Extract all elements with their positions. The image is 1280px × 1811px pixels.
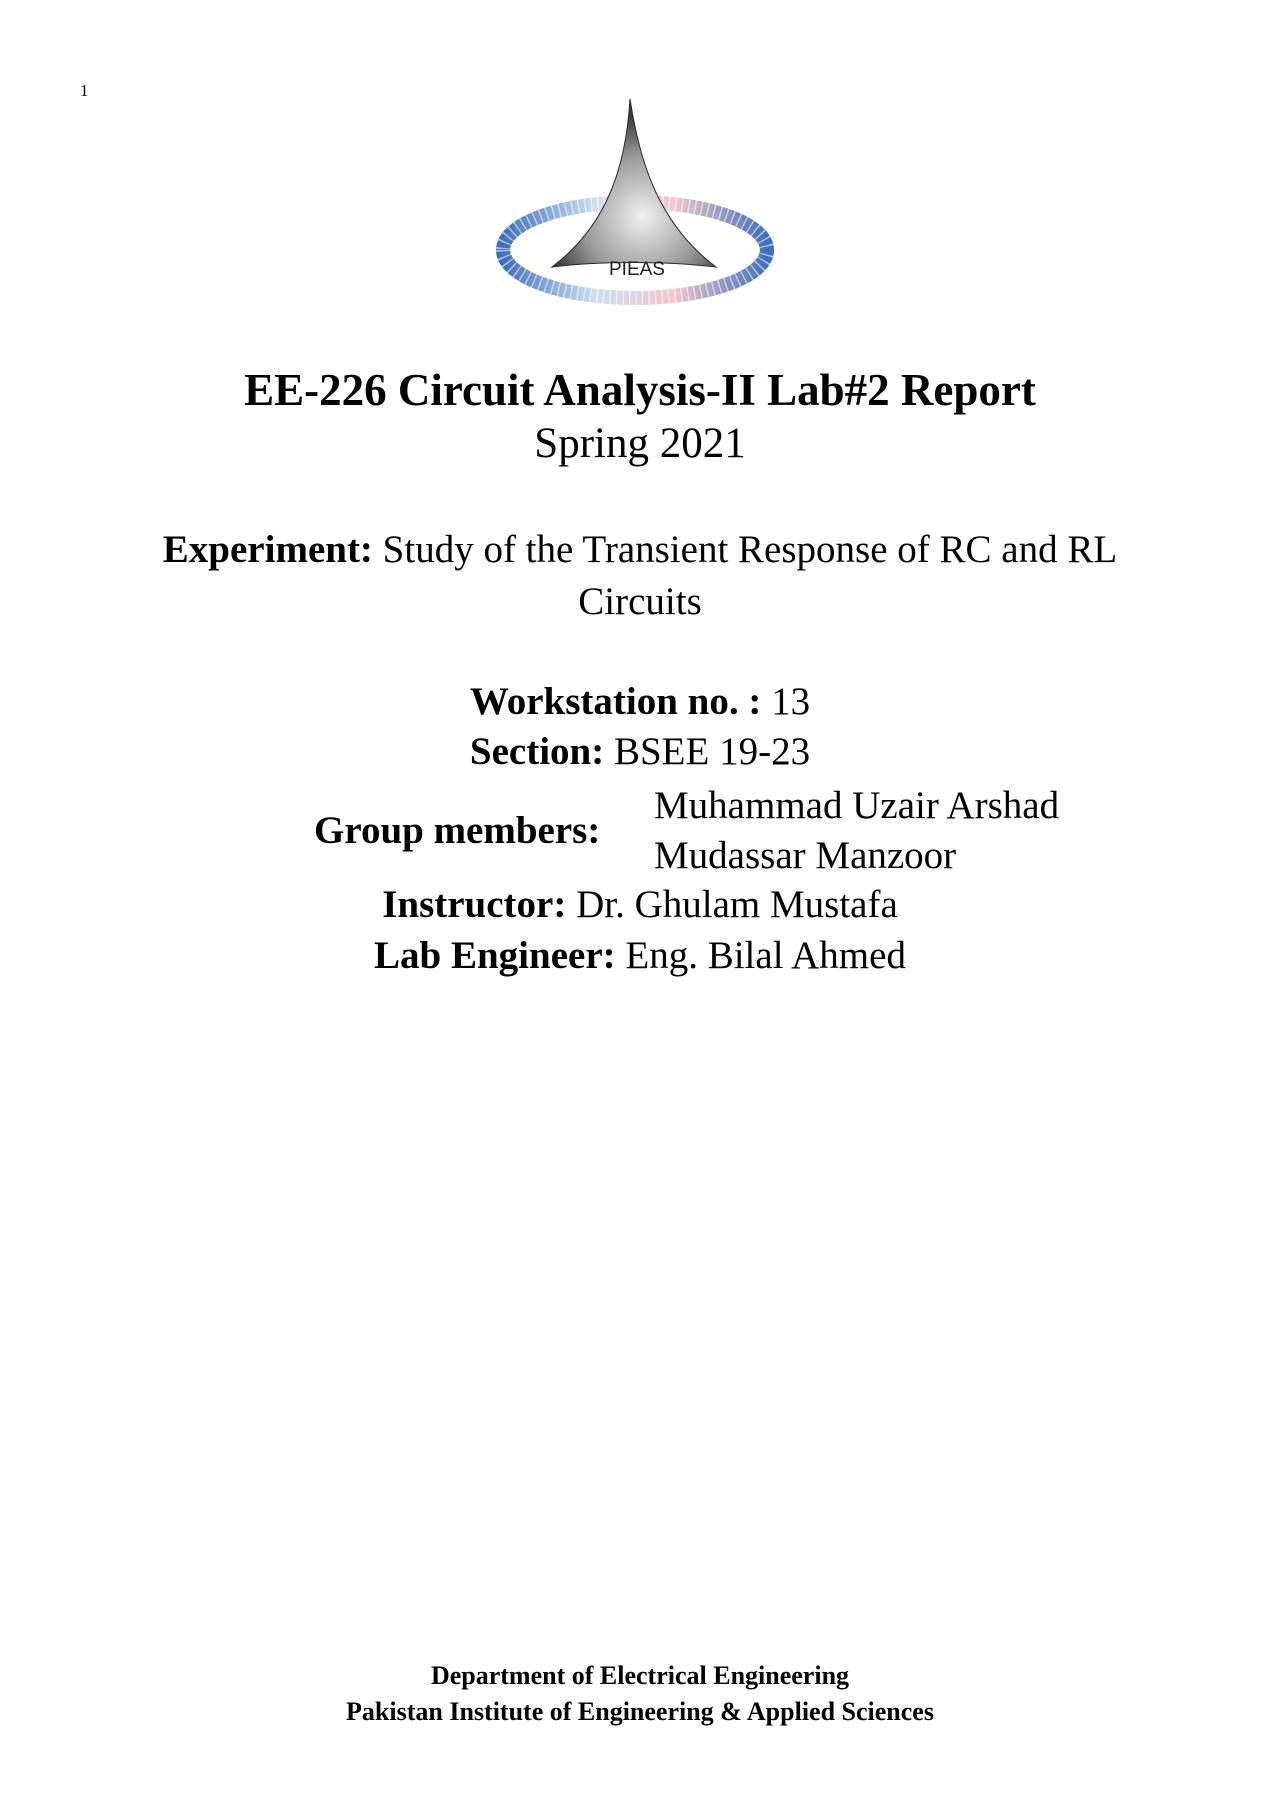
lab-engineer-label: Lab Engineer:	[374, 934, 616, 977]
logo-spike	[552, 99, 716, 267]
experiment-value: Study of the Transient Response of RC and RL Circuits	[382, 528, 1118, 623]
lab-engineer-line	[0, 931, 1280, 981]
experiment-line	[150, 524, 1130, 628]
section-value: BSEE 19-23	[613, 730, 811, 773]
report-title: EE-226 Circuit Analysis-II Lab#2 Report	[244, 365, 1036, 415]
footer-institute: Pakistan Institute of Engineering & Applied Sciences	[346, 1697, 934, 1726]
workstation-value: 13	[771, 680, 811, 723]
group-members-label: Group members:	[314, 809, 601, 852]
page-number: 1	[80, 81, 89, 100]
workstation-line	[0, 677, 1280, 727]
logo-text: PIEAS	[609, 259, 665, 280]
instructor-value: Dr. Ghulam Mustafa	[576, 883, 898, 926]
section-line	[0, 727, 1280, 777]
footer-department: Department of Electrical Engineering	[430, 1661, 850, 1690]
instructor-line	[0, 880, 1280, 930]
experiment-label: Experiment:	[162, 528, 373, 571]
lab-engineer-value: Eng. Bilal Ahmed	[625, 934, 906, 977]
section-label: Section:	[469, 730, 605, 773]
report-term: Spring 2021	[534, 420, 746, 467]
group-member: Muhammad Uzair Arshad	[654, 784, 1060, 827]
workstation-label: Workstation no. :	[469, 680, 762, 723]
pieas-logo	[490, 95, 780, 310]
instructor-label: Instructor:	[382, 883, 567, 926]
group-member: Mudassar Manzoor	[654, 834, 957, 877]
